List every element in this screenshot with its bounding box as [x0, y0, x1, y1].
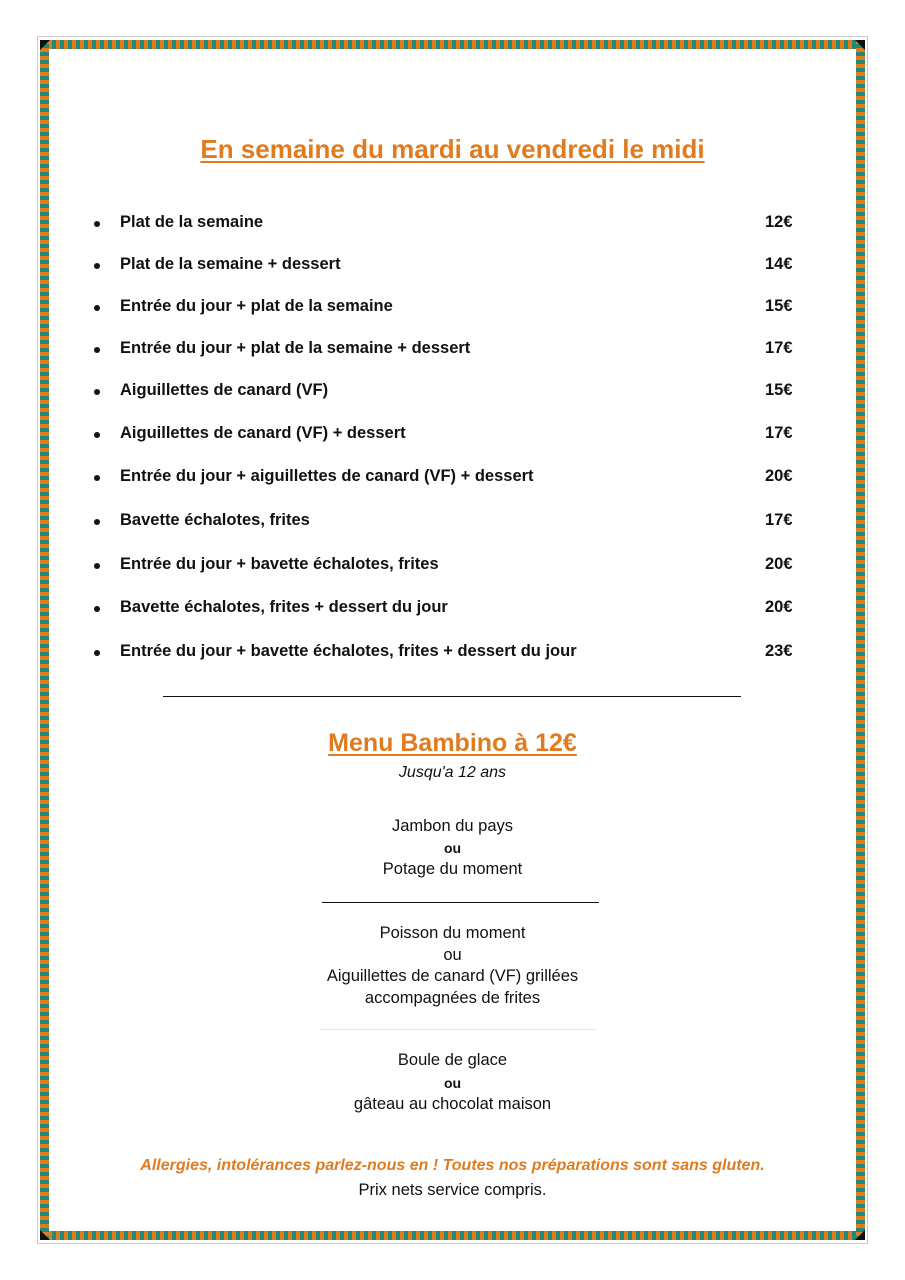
- bullet-icon: [94, 432, 100, 438]
- bullet-icon: [94, 221, 100, 227]
- menu-item-label: Plat de la semaine: [120, 213, 264, 231]
- menu-item-label: Aiguillettes de canard (VF) + dessert: [120, 424, 406, 442]
- menu-item-label: Entrée du jour + bavette échalotes, frites + dessert du jour: [120, 642, 577, 660]
- main-option-1: Poisson du moment: [379, 924, 526, 942]
- menu-item-price: 12€: [765, 213, 793, 231]
- menu-item-label: Entrée du jour + aiguillettes de canard (VF) + dessert: [120, 467, 534, 485]
- starter-option-2: Potage du moment: [382, 860, 523, 878]
- weekday-menu-title: En semaine du mardi au vendredi le midi: [200, 134, 705, 164]
- main-option-2-line-1: Aiguillettes de canard (VF) grillées: [326, 967, 579, 985]
- menu-item: [0, 339, 905, 363]
- menu-item: [0, 297, 905, 321]
- menu-item-label: Entrée du jour + plat de la semaine + dessert: [120, 339, 471, 357]
- menu-item-price: 17€: [765, 511, 793, 529]
- dessert-or: ou: [443, 1075, 462, 1091]
- menu-item: [0, 467, 905, 491]
- bullet-icon: [94, 305, 100, 311]
- bullet-icon: [94, 519, 100, 525]
- decorative-border-top: [40, 40, 865, 49]
- bullet-icon: [94, 389, 100, 395]
- section-divider: [163, 696, 741, 697]
- main-or: ou: [443, 946, 462, 964]
- menu-item-price: 23€: [765, 642, 793, 660]
- menu-item: [0, 213, 905, 237]
- allergy-note: Allergies, intolérances parlez-nous en ! Toutes nos préparations sont sans gluten.: [140, 1157, 765, 1174]
- dessert-option-2: gâteau au chocolat maison: [353, 1095, 552, 1113]
- menu-item-price: 20€: [765, 598, 793, 616]
- menu-item: [0, 511, 905, 535]
- bullet-icon: [94, 347, 100, 353]
- bullet-icon: [94, 606, 100, 612]
- menu-item-label: Bavette échalotes, frites + dessert du jour: [120, 598, 448, 616]
- main-option-2-line-2: accompagnées de frites: [364, 989, 541, 1007]
- menu-item-label: Bavette échalotes, frites: [120, 511, 310, 529]
- menu-item-price: 15€: [765, 297, 793, 315]
- menu-item-price: 20€: [765, 467, 793, 485]
- menu-item-price: 20€: [765, 555, 793, 573]
- bambino-age-note: Jusqu'a 12 ans: [398, 764, 507, 781]
- dessert-option-1: Boule de glace: [397, 1051, 508, 1069]
- menu-item-price: 15€: [765, 381, 793, 399]
- starter-or: ou: [443, 840, 462, 856]
- menu-item-price: 14€: [765, 255, 793, 273]
- course-divider-light: [320, 1029, 596, 1030]
- decorative-border-bottom: [40, 1231, 865, 1240]
- course-divider: [322, 902, 599, 903]
- bullet-icon: [94, 475, 100, 481]
- menu-item: [0, 381, 905, 405]
- bullet-icon: [94, 650, 100, 656]
- menu-item-price: 17€: [765, 339, 793, 357]
- menu-item-label: Entrée du jour + plat de la semaine: [120, 297, 393, 315]
- menu-item-price: 17€: [765, 424, 793, 442]
- menu-item: [0, 255, 905, 279]
- menu-item-label: Aiguillettes de canard (VF): [120, 381, 329, 399]
- bambino-menu-title: Menu Bambino à 12€: [328, 729, 577, 757]
- bullet-icon: [94, 263, 100, 269]
- menu-item: [0, 424, 905, 448]
- menu-item: [0, 642, 905, 666]
- menu-item-label: Plat de la semaine + dessert: [120, 255, 341, 273]
- menu-item: [0, 555, 905, 579]
- bullet-icon: [94, 563, 100, 569]
- starter-option-1: Jambon du pays: [391, 817, 514, 835]
- menu-item: [0, 598, 905, 622]
- price-note: Prix nets service compris.: [358, 1181, 547, 1199]
- menu-item-label: Entrée du jour + bavette échalotes, frites: [120, 555, 439, 573]
